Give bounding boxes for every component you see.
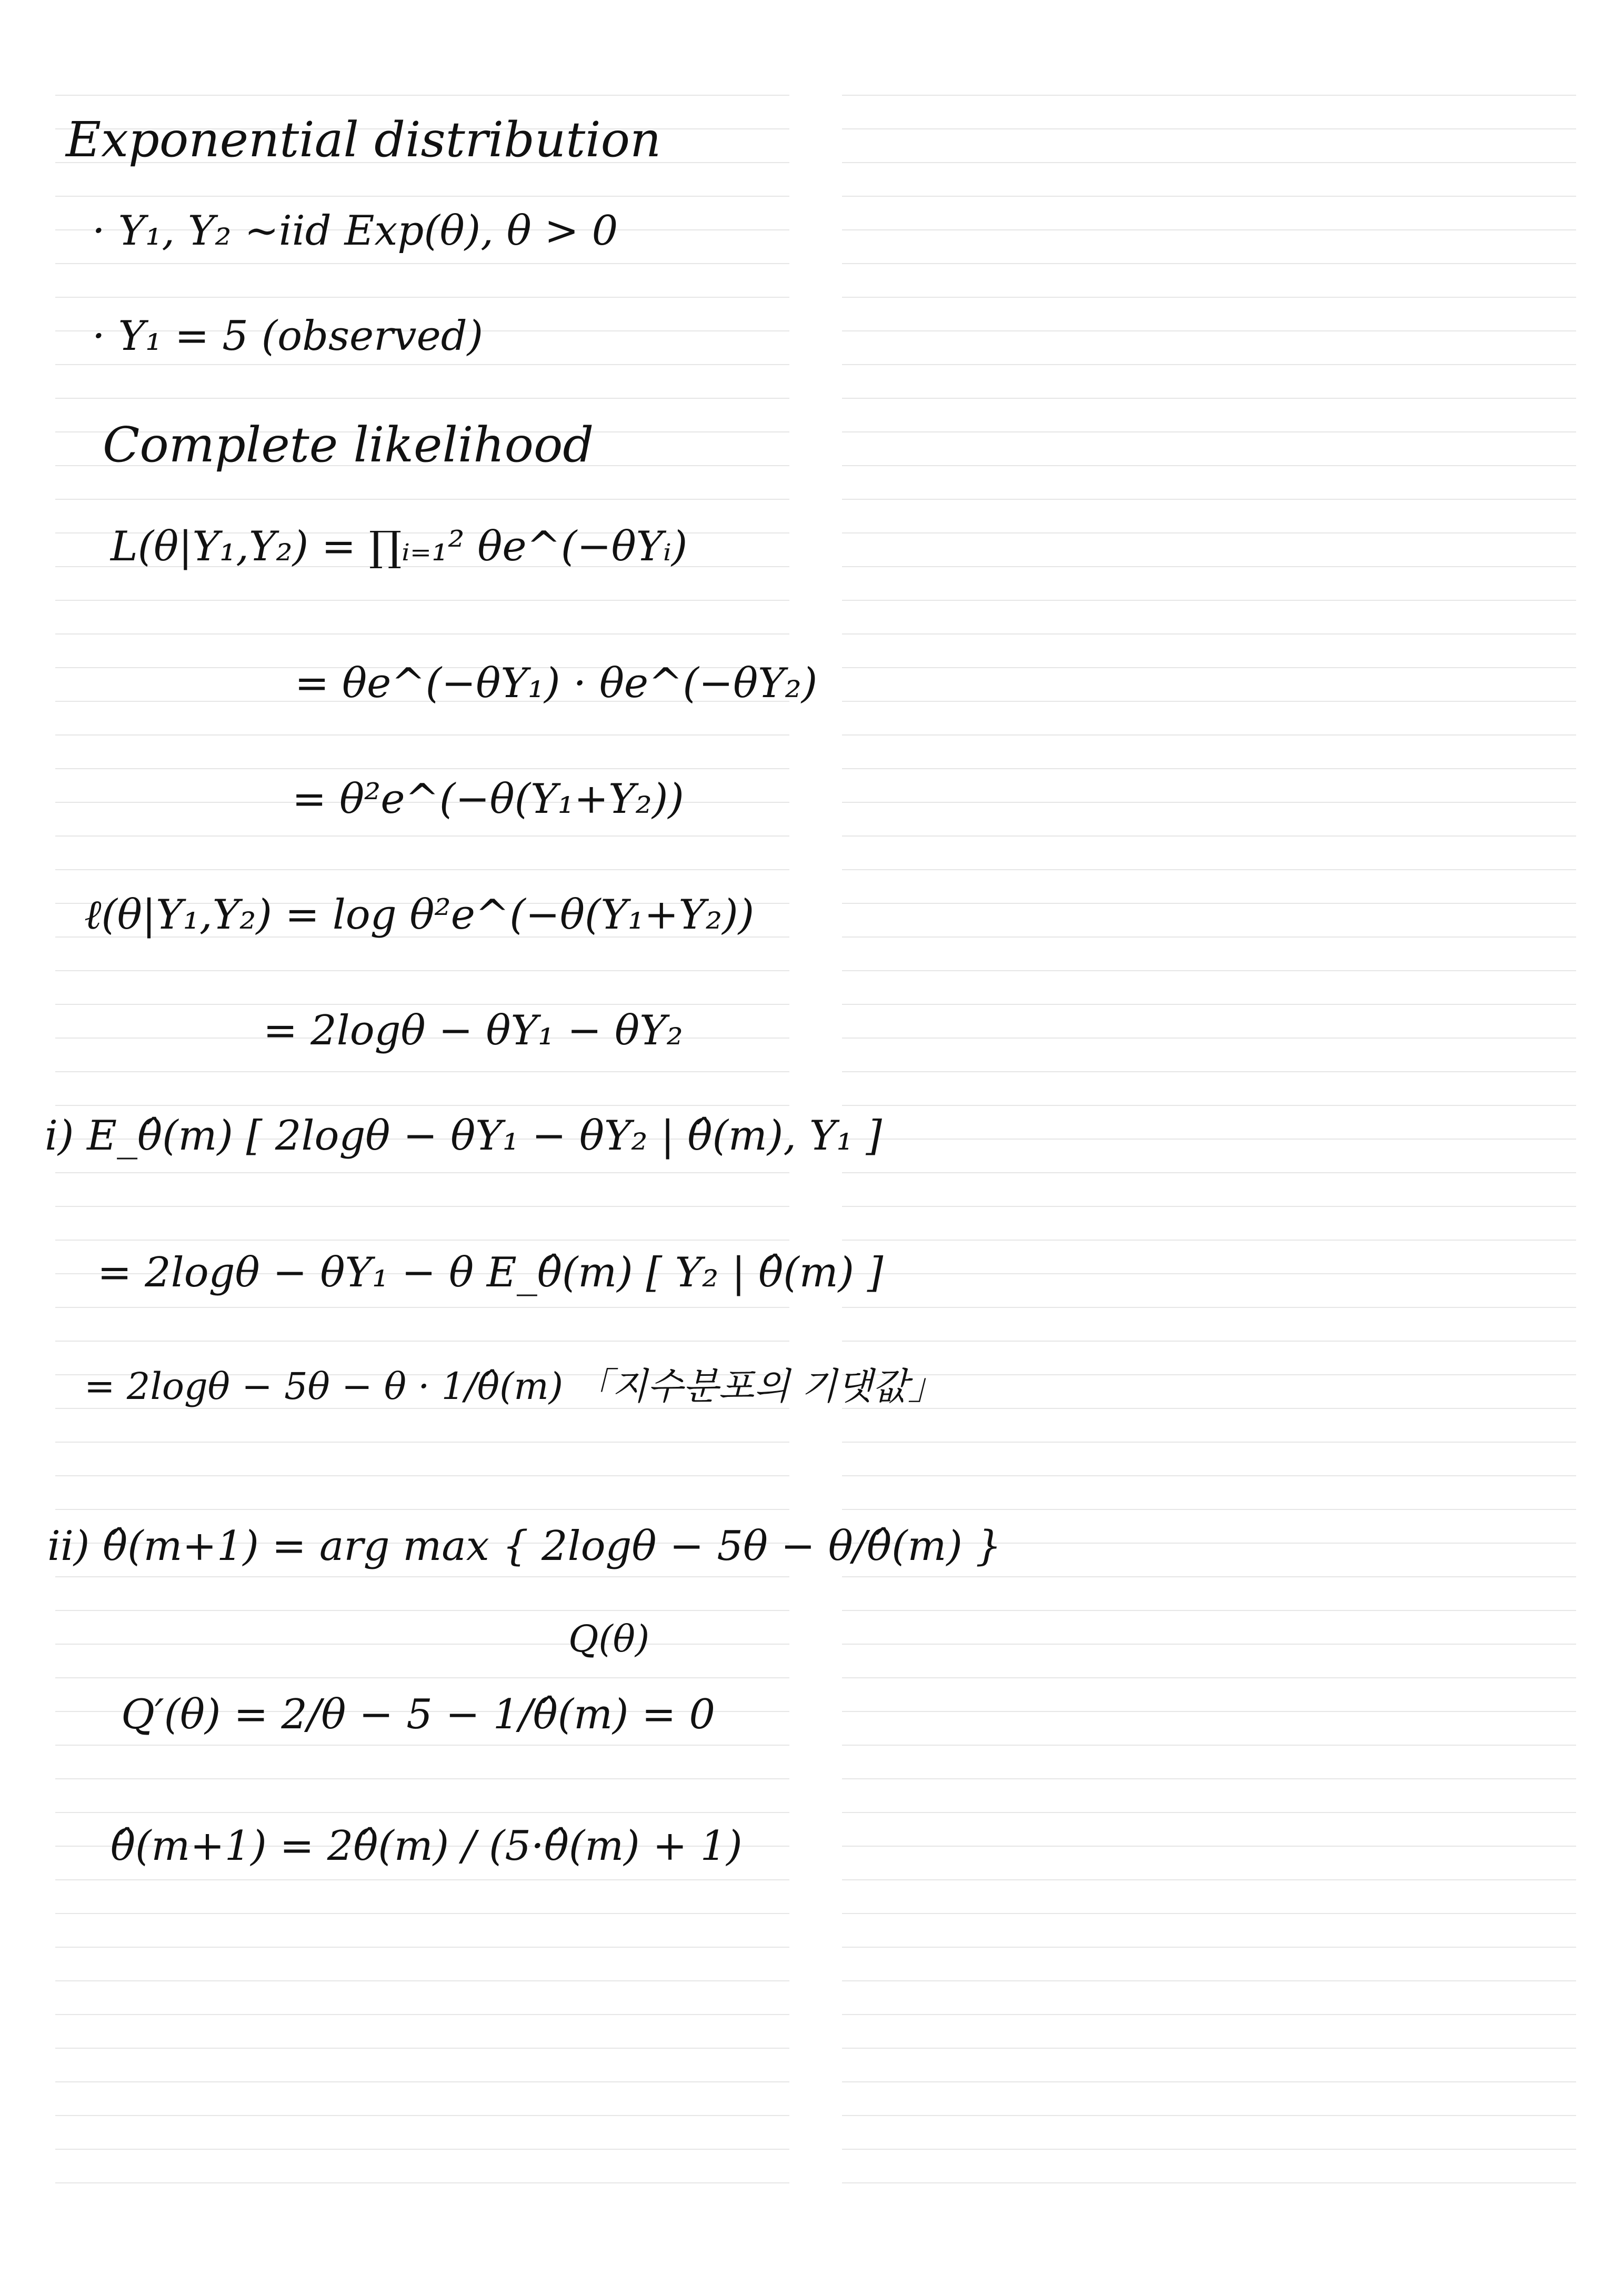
note-step-ii-maximization: ii) θ̂(m+1) = arg max { 2logθ − 5θ − θ/θ̂(m) } bbox=[47, 1523, 1002, 1570]
ruled-line bbox=[842, 1071, 1576, 1072]
note-line-expectation-expanded: = 2logθ − θY₁ − θ E_θ̂(m) [ Y₂ | θ̂(m) ] bbox=[97, 1249, 884, 1296]
ruled-line bbox=[842, 1644, 1576, 1645]
ruled-line bbox=[842, 1475, 1576, 1476]
ruled-line bbox=[842, 1711, 1576, 1712]
ruled-line bbox=[842, 1105, 1576, 1106]
ruled-line bbox=[842, 667, 1576, 668]
ruled-line bbox=[842, 835, 1576, 837]
ruled-line bbox=[842, 398, 1576, 399]
ruled-line bbox=[842, 1947, 1576, 1948]
ruled-line bbox=[842, 297, 1576, 298]
ruled-line bbox=[842, 970, 1576, 971]
ruled-line bbox=[842, 1913, 1576, 1914]
note-line-derivative: Q′(θ) = 2/θ − 5 − 1/θ̂(m) = 0 bbox=[121, 1691, 716, 1738]
ruled-line bbox=[842, 600, 1576, 601]
note-line-likelihood-expanded: = θe^(−θY₁) · θe^(−θY₂) bbox=[295, 660, 818, 707]
ruled-line bbox=[842, 869, 1576, 870]
ruled-line bbox=[842, 1509, 1576, 1510]
ruled-line bbox=[842, 1004, 1576, 1005]
note-line-iid: · Y₁, Y₂ ~iid Exp(θ), θ > 0 bbox=[92, 207, 618, 255]
ruled-line bbox=[842, 1374, 1576, 1375]
ruled-line bbox=[842, 1879, 1576, 1880]
ruled-line bbox=[842, 701, 1576, 702]
ruled-line bbox=[842, 364, 1576, 365]
ruled-line bbox=[842, 2014, 1576, 2015]
note-line-expectation-result: = 2logθ − 5θ − θ · 1/θ̂(m) 「지수분포의 기댓값」 bbox=[84, 1365, 945, 1408]
ruled-line bbox=[842, 1442, 1576, 1443]
ruled-line bbox=[842, 734, 1576, 736]
note-heading-complete-likelihood: Complete likelihood bbox=[103, 417, 594, 473]
right-ruled-column bbox=[842, 0, 1576, 2296]
ruled-line bbox=[842, 1206, 1576, 1207]
ruled-line bbox=[842, 1778, 1576, 1779]
ruled-line bbox=[842, 768, 1576, 769]
ruled-line bbox=[842, 465, 1576, 466]
ruled-line bbox=[842, 431, 1576, 432]
ruled-line bbox=[842, 2081, 1576, 2082]
ruled-line bbox=[842, 1307, 1576, 1308]
ruled-line bbox=[842, 2115, 1576, 2116]
ruled-line bbox=[842, 1610, 1576, 1611]
ruled-line bbox=[842, 2182, 1576, 2183]
ruled-line bbox=[842, 1240, 1576, 1241]
ruled-line bbox=[842, 1139, 1576, 1140]
ruled-line bbox=[842, 1677, 1576, 1678]
ruled-line bbox=[842, 1273, 1576, 1274]
ruled-line bbox=[842, 1576, 1576, 1577]
ruled-line bbox=[842, 1846, 1576, 1847]
ruled-line bbox=[842, 936, 1576, 938]
ruled-line bbox=[842, 532, 1576, 533]
ruled-line bbox=[842, 162, 1576, 163]
ruled-line bbox=[842, 1745, 1576, 1746]
note-title: Exponential distribution bbox=[66, 112, 661, 168]
ruled-line bbox=[842, 1172, 1576, 1173]
ruled-line bbox=[842, 128, 1576, 129]
ruled-line bbox=[842, 1980, 1576, 1981]
note-line-log-likelihood-simplified: = 2logθ − θY₁ − θY₂ bbox=[263, 1007, 683, 1054]
ruled-line bbox=[842, 633, 1576, 635]
ruled-line bbox=[842, 1812, 1576, 1813]
note-line-update-rule: θ̂(m+1) = 2θ̂(m) / (5·θ̂(m) + 1) bbox=[111, 1822, 743, 1870]
ruled-line bbox=[842, 2048, 1576, 2049]
note-q-function-label: Q(θ) bbox=[568, 1617, 650, 1660]
note-line-likelihood-combined: = θ²e^(−θ(Y₁+Y₂)) bbox=[292, 776, 684, 823]
ruled-line bbox=[842, 1408, 1576, 1409]
ruled-line bbox=[842, 566, 1576, 567]
note-line-likelihood: L(θ|Y₁,Y₂) = ∏ᵢ₌₁² θe^(−θYᵢ) bbox=[111, 523, 688, 570]
note-line-observed: · Y₁ = 5 (observed) bbox=[92, 313, 484, 360]
ruled-line bbox=[842, 229, 1576, 230]
note-line-log-likelihood: ℓ(θ|Y₁,Y₂) = log θ²e^(−θ(Y₁+Y₂)) bbox=[84, 891, 755, 939]
ruled-line bbox=[842, 499, 1576, 500]
ruled-line bbox=[842, 95, 1576, 96]
ruled-line bbox=[842, 263, 1576, 264]
ruled-line bbox=[842, 1341, 1576, 1342]
ruled-line bbox=[842, 903, 1576, 904]
ruled-line bbox=[842, 1038, 1576, 1039]
ruled-line bbox=[842, 2149, 1576, 2150]
note-step-i-expectation: i) E_θ̂(m) [ 2logθ − θY₁ − θY₂ | θ̂(m), Y₁ ] bbox=[45, 1112, 882, 1160]
ruled-line bbox=[842, 802, 1576, 803]
ruled-line bbox=[842, 330, 1576, 331]
ruled-line bbox=[842, 196, 1576, 197]
